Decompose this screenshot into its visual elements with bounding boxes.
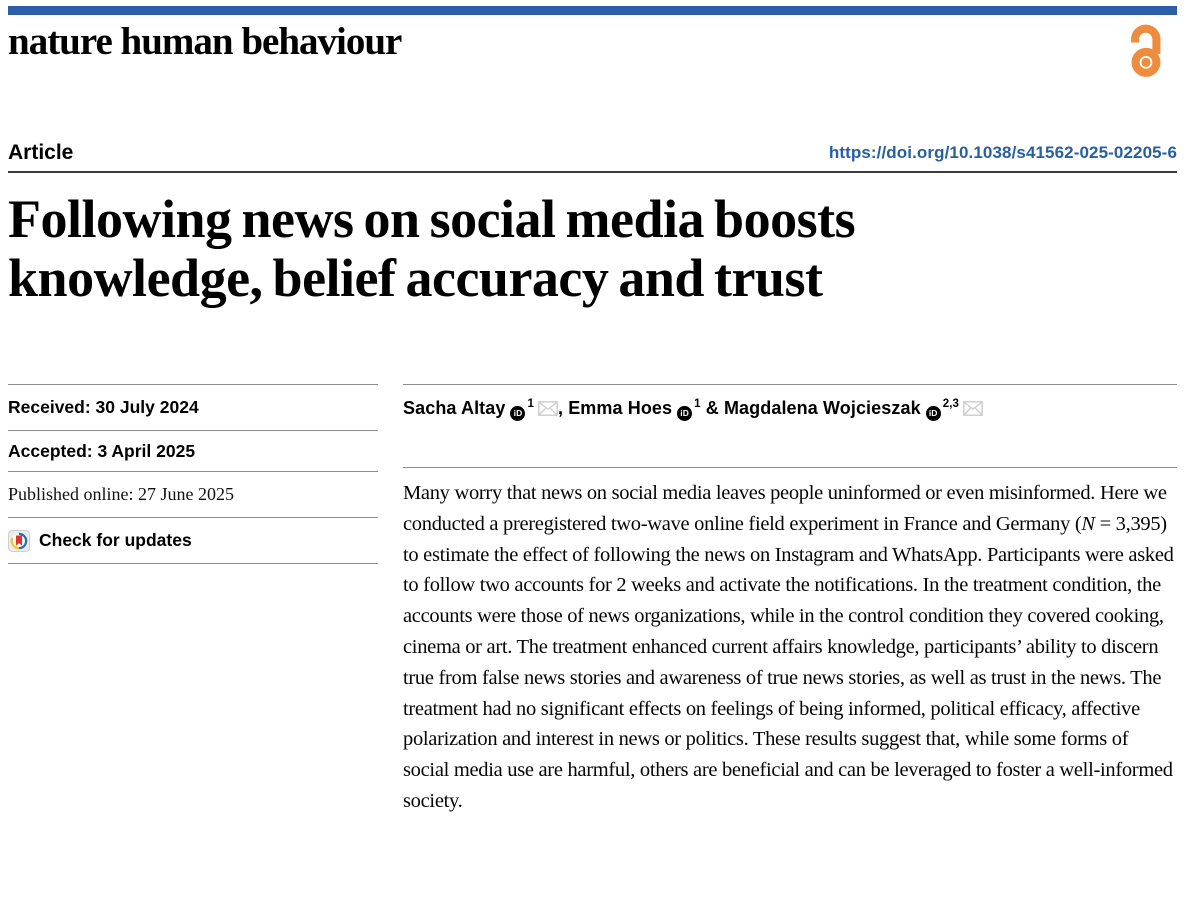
author (724, 398, 983, 418)
crossmark-icon (8, 530, 30, 552)
orcid-icon[interactable] (677, 406, 692, 421)
title-line-1: Following news on social media boosts (8, 189, 856, 249)
affiliation-superscript: 2,3 (942, 398, 959, 410)
abstract-section (403, 467, 1177, 817)
author-name: Magdalena Wojcieszak (723, 398, 921, 418)
open-access-icon (1128, 24, 1164, 83)
author-separator: , (557, 398, 569, 418)
header-divider (8, 171, 1177, 173)
author-name: Sacha Altay (403, 398, 506, 418)
article-title (8, 190, 1108, 308)
orcid-icon-text: iD (513, 408, 523, 418)
author-name: Emma Hoes (568, 398, 673, 418)
journal-brand-bar (8, 6, 1177, 15)
orcid-icon[interactable] (926, 406, 941, 421)
affiliation-superscript: 1 (694, 398, 701, 410)
orcid-icon-text: iD (680, 408, 689, 418)
article-history-panel (8, 384, 378, 564)
abstract-text (403, 478, 1177, 817)
author-separator: & (700, 398, 724, 418)
abstract-part-1: Many worry that news on social media leaves people uninformed or even misinformed. Here we conducted a preregistered two-wave online field experiment in France and Germany ( (403, 482, 1167, 535)
orcid-icon[interactable] (510, 406, 525, 421)
sample-size-variable: N (1081, 512, 1095, 535)
title-line-2: knowledge, belief accuracy and trust (8, 248, 823, 308)
affiliation-superscript: 1 (527, 398, 534, 410)
article-type-label: Article (8, 141, 74, 164)
author (568, 398, 700, 418)
authors-line (403, 384, 1177, 467)
abstract-part-2: = 3,395) to estimate the effect of following the news on Instagram and WhatsApp. Participants were asked to follow two accounts for 2 weeks and activate the notifications. In the treatment condition, the accounts were those of news organizations, while in the control condition they covered cooking, cinema or art. The treatment enhanced current affairs knowledge, participants’ ability to discern true from false news stories and awareness of true news stories, as well as trust in the news. The treatment had no significant effects on feelings of being informed, political efficacy, affective polarization and interest in news or politics. These results suggest that, while some forms of social media use are harmful, others are beneficial and can be leveraged to foster a well-informed society. (403, 512, 1174, 812)
check-for-updates-button[interactable] (8, 517, 378, 563)
author (403, 398, 558, 418)
email-icon[interactable] (963, 401, 983, 416)
doi-link[interactable]: https://doi.org/10.1038/s41562-025-02205-6 (828, 143, 1177, 162)
journal-wordmark: nature human behaviour (8, 20, 402, 63)
accepted-date-row: Accepted: 3 April 2025 (8, 430, 378, 471)
check-for-updates-label: Check for updates (39, 530, 192, 550)
published-online-row: Published online: 27 June 2025 (8, 471, 378, 517)
received-date-row: Received: 30 July 2024 (8, 384, 378, 430)
email-icon[interactable] (538, 401, 558, 416)
orcid-icon-text: iD (928, 408, 938, 418)
